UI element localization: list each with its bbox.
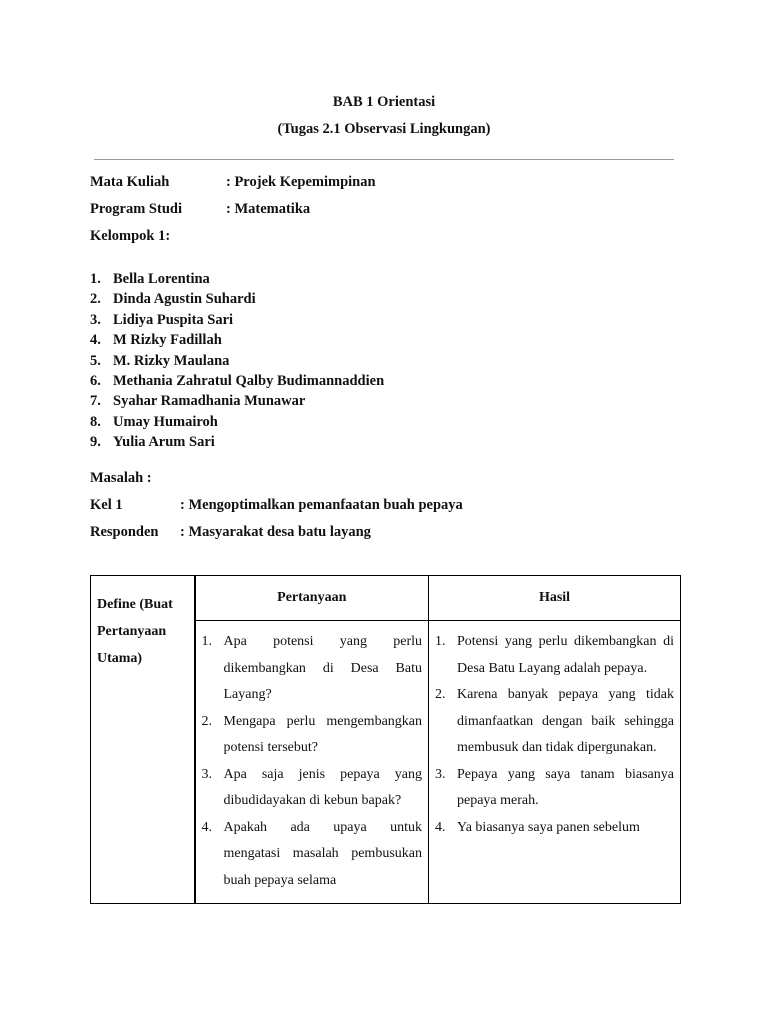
page-title: BAB 1 Orientasi — [332, 94, 436, 110]
question-list — [196, 621, 429, 894]
list-item: 5. M. Rizky Maulana — [90, 352, 230, 369]
course-value: : Projek Kepemimpinan — [226, 174, 376, 190]
respondent-value: : Masyarakat desa batu layang — [180, 524, 371, 540]
list-item: 1. Potensi yang perlu dikembangkan di Desa Batu Layang adalah pepaya. — [435, 634, 674, 676]
page-subtitle: (Tugas 2.1 Observasi Lingkungan) — [277, 121, 491, 137]
question-header: Pertanyaan — [195, 576, 429, 621]
list-item: 9. Yulia Arum Sari — [90, 434, 215, 451]
course-label: Mata Kuliah — [90, 174, 170, 190]
list-item: 3. Lidiya Puspita Sari — [90, 311, 234, 328]
question-cell — [195, 621, 429, 904]
observation-table — [90, 575, 681, 904]
result-list — [429, 621, 680, 841]
list-item: 2. Mengapa perlu mengembangkan potensi tersebut? — [201, 713, 422, 755]
problem-heading: Masalah : — [90, 470, 152, 486]
result-cell — [429, 621, 681, 904]
group-problem-value: : Mengoptimalkan pemanfaatan buah pepaya — [180, 497, 463, 513]
list-item: 4. Apakah ada upaya untuk mengatasi masalah pembusukan buah pepaya selama — [201, 819, 422, 888]
program-value: : Matematika — [226, 201, 311, 217]
program-label: Program Studi — [90, 201, 182, 217]
define-header: Define (Buat Pertanyaan Utama) — [91, 576, 195, 904]
list-item: 8. Umay Humairoh — [90, 413, 218, 430]
group-problem-row — [90, 497, 463, 514]
list-item: 2. Dinda Agustin Suhardi — [90, 291, 256, 308]
list-item: 3. Pepaya yang saya tanam biasanya pepaya merah. — [435, 766, 674, 808]
program-row — [90, 201, 311, 218]
group-label: Kelompok 1: — [90, 228, 171, 244]
list-item: 2. Karena banyak pepaya yang tidak dimanfaatkan dengan baik sehingga membusuk dan tidak dipergunakan. — [435, 687, 674, 755]
list-item: 1. Bella Lorentina — [90, 271, 210, 287]
list-item: 7. Syahar Ramadhania Munawar — [90, 393, 306, 410]
list-item: 1. Apa potensi yang perlu dikembangkan di Desa Batu Layang? — [201, 634, 422, 702]
respondent-label: Responden — [90, 524, 159, 540]
result-header: Hasil — [429, 576, 681, 621]
group-problem-label: Kel 1 — [90, 497, 123, 513]
respondent-row — [90, 524, 371, 541]
list-item: 4. M Rizky Fadillah — [90, 332, 222, 349]
header-divider — [94, 159, 674, 160]
list-item: 3. Apa saja jenis pepaya yang dibudidayakan di kebun bapak? — [201, 766, 422, 808]
list-item: 4. Ya biasanya saya panen sebelum — [435, 819, 640, 835]
course-row — [90, 174, 376, 191]
member-list — [90, 269, 384, 453]
list-item: 6. Methania Zahratul Qalby Budimannaddien — [90, 372, 385, 389]
